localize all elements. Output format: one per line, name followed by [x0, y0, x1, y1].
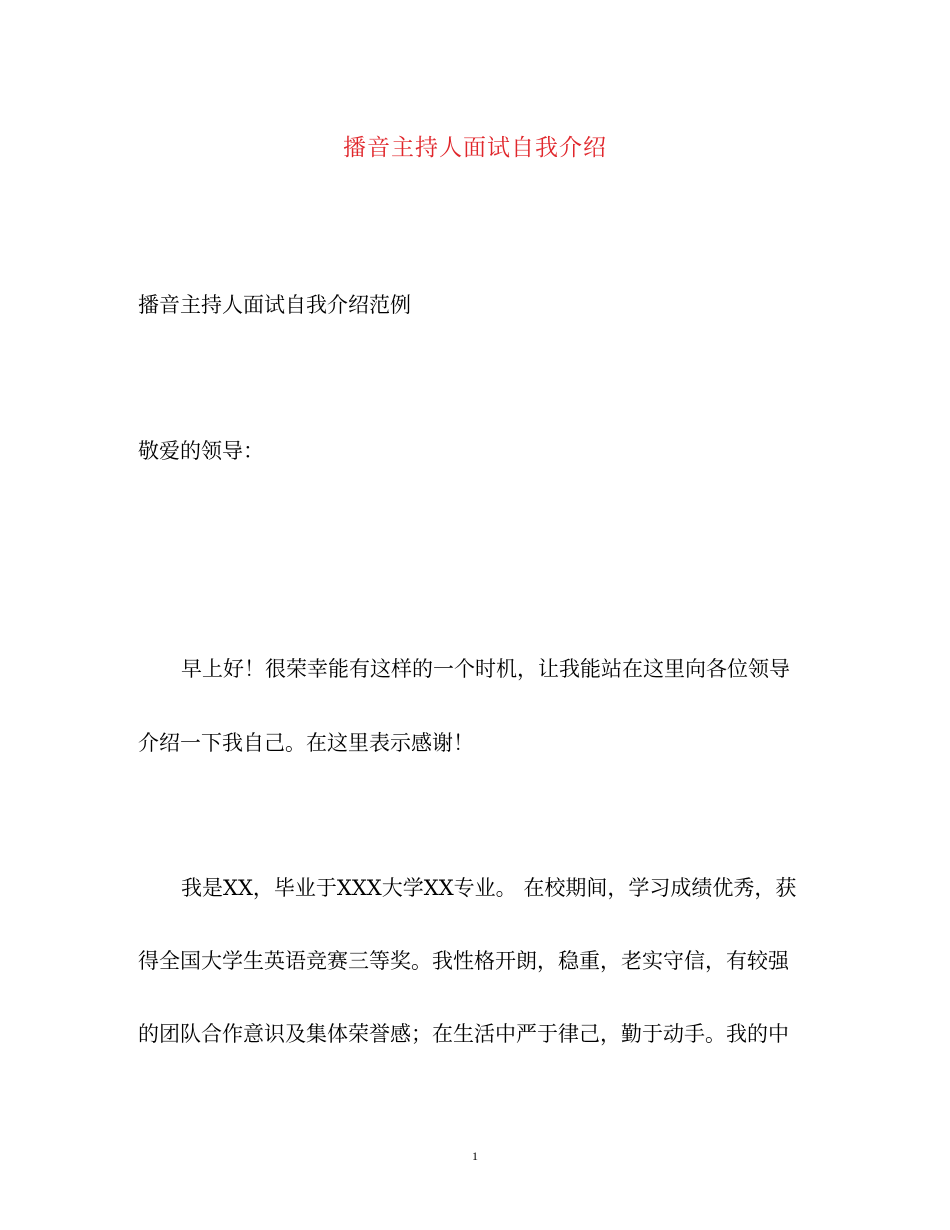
document-subtitle: 播音主持人面试自我介绍范例: [138, 293, 411, 317]
document-title: 播音主持人面试自我介绍: [343, 135, 607, 161]
paragraph-1-line-1: 早上好！很荣幸能有这样的一个时机，让我能站在这里向各位领导: [181, 657, 790, 681]
paragraph-2-line-3: 的团队合作意识及集体荣誉感；在生活中严于律己，勤于动手。我的中: [138, 1022, 789, 1046]
page-number: 1: [472, 1149, 478, 1163]
paragraph-1-line-2: 介绍一下我自己。在这里表示感谢！: [138, 731, 474, 755]
paragraph-2-line-2: 得全国大学生英语竞赛三等奖。我性格开朗，稳重，老实守信，有较强: [138, 949, 789, 973]
salutation: 敬爱的领导：: [138, 439, 264, 463]
paragraph-2-line-1: 我是XX，毕业于XXX大学XX专业。 在校期间，学习成绩优秀，获: [181, 876, 797, 900]
